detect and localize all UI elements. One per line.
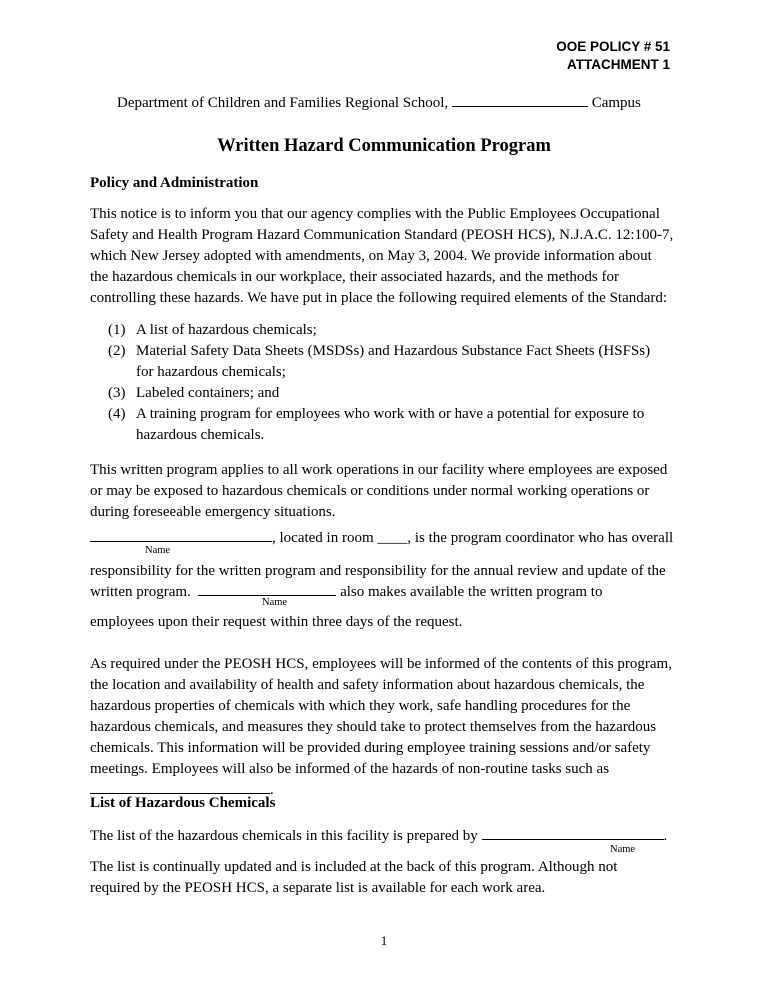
name-label: Name [610,844,636,855]
department-line [117,93,641,112]
preparer-name-blank [482,826,664,840]
list-prepared-line: The list of the hazardous chemicals in this facility is prepared by . [90,828,668,844]
campus-blank [452,93,588,107]
document-title: Written Hazard Communication Program [217,136,551,156]
intro-line: controlling these hazards. We have put in place the following required elements of the Standard: [90,290,668,306]
applies-paragraph: This written program applies to all work operations in our facility where employees are exposed or may be exposed to hazardous chemicals or conditions under normal working operations or during foreseeable emergency situations. [90,462,668,520]
department-prefix: Department of Children and Families Regional School, [117,95,452,111]
intro-line: This notice is to inform you that our agency complies with the Public Employees Occupational [90,206,660,222]
coordinator-line: , located in room ____, is the program coordinator who has overall [90,528,673,547]
list-item: (3) Labeled containers; and [108,385,280,401]
name-label: Name [262,597,288,608]
list-item: (2) Material Safety Data Sheets (MSDSs) and Hazardous Substance Fact Sheets (HSFSs) for hazardous chemicals; [108,343,651,380]
department-suffix: Campus [587,95,641,111]
employees-line: employees upon their request within three days of the request. [90,614,463,630]
list-item: (1) A list of hazardous chemicals; [108,322,317,338]
intro-line: the hazardous chemicals in our workplace, their associated hazards, and the methods for [90,269,619,285]
list-item: (4) A training program for employees who work with or have a potential for exposure to hazardous chemicals. [108,406,645,443]
intro-line: which New Jersey adopted with amendments, on May 3, 2004. We provide information about [90,248,652,264]
updated-paragraph: The list is continually updated and is included at the back of this program. Although not required by the PEOSH HCS, a separate list is available for each work area. [90,859,618,896]
required-elements-list [108,320,650,446]
intro-line: Safety and Health Program Hazard Communication Standard (PEOSH HCS), N.J.A.C. 12:100-7, [90,227,674,243]
coordinator-name-blank-2 [198,582,336,596]
policy-number: OOE POLICY # 51 [556,39,670,54]
non-routine-tasks-blank [90,780,270,794]
responsibility-line: responsibility for the written program and responsibility for the annual review and update of the [90,563,666,579]
name-label: Name [145,545,171,556]
page-number: 1 [380,933,388,948]
section-heading-list: List of Hazardous Chemicals [90,795,276,811]
section-heading-policy: Policy and Administration [90,175,259,191]
attachment-label: ATTACHMENT 1 [567,57,670,72]
intro-paragraph [90,204,700,309]
non-routine-tasks-line: . [90,780,700,801]
responsibility-line-2: written program. also makes available the written program to [90,584,603,600]
required-paragraph: As required under the PEOSH HCS, employees will be informed of the contents of this program, the location and availability of health and safety information about hazardous chemicals, the hazardous properties of chemicals with which they work, safe handling procedures for the hazardous chemicals, and measures they should take to protect themselves from the hazardous chemicals. This information will be provided during employee training sessions and/or safety meetings. Employees will also be informed of the hazards of non-routine tasks such as . [90,654,700,801]
coordinator-name-blank [90,528,272,542]
